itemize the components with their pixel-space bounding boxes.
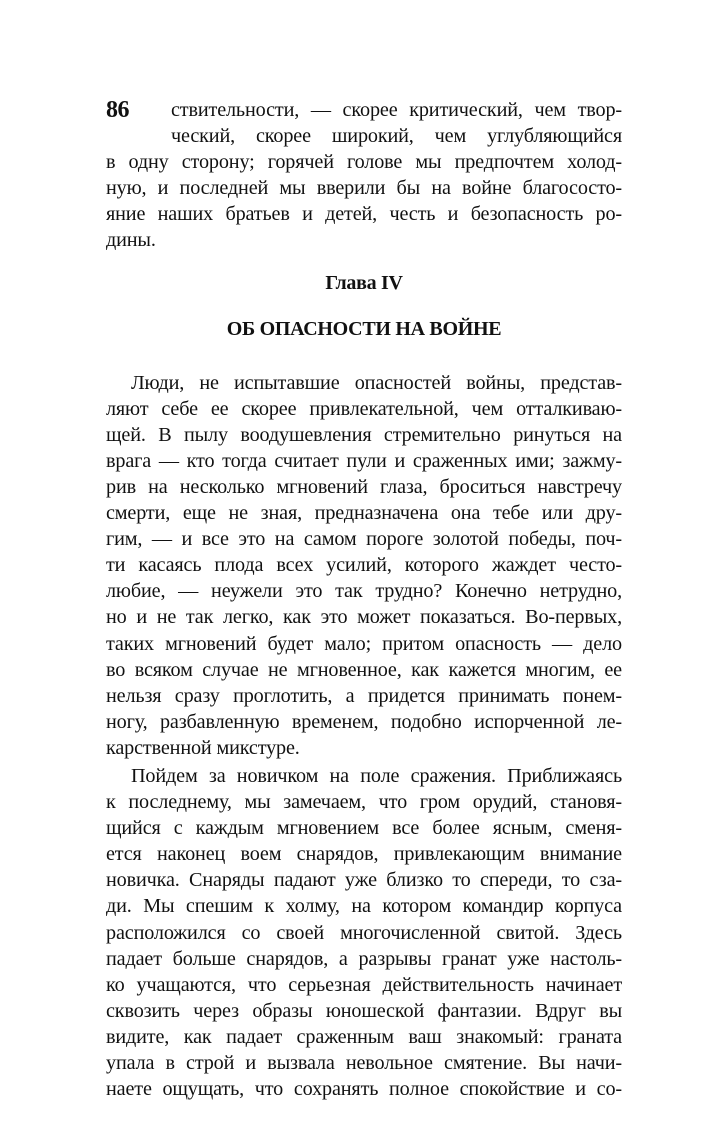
continuation-line-6: дины. xyxy=(106,229,156,252)
text-line: расположился со своей многочисленной свитой. Здесь xyxy=(106,921,622,944)
text-line: ется наконец воем снарядов, привлекающим внимание xyxy=(106,843,622,866)
text-line: видите, как падает сраженным ваш знакомый: граната xyxy=(106,1025,622,1048)
text-line: рив на несколько мгновений глаза, броситься навстречу xyxy=(106,475,622,498)
text-line: но и не так легко, как это может показаться. Во-первых, xyxy=(106,606,622,629)
text-line: любие, — неужели это так трудно? Конечно нетрудно, xyxy=(106,580,622,603)
chapter-number: Глава IV xyxy=(325,271,403,294)
text-line: падает больше снарядов, а разрывы гранат уже настоль- xyxy=(106,947,622,970)
text-line: наете ощущать, что сохранять полное спокойствие и со- xyxy=(106,1078,622,1101)
chapter-title: ОБ ОПАСНОСТИ НА ВОЙНЕ xyxy=(226,317,502,340)
text-line: Пойдем за новичком на поле сражения. Приближаясь xyxy=(131,764,622,787)
text-line xyxy=(106,97,622,123)
text-line: новичка. Снаряды падают уже близко то спереди, то сза- xyxy=(106,869,622,892)
paragraph-2 xyxy=(106,763,622,1102)
text-line: Люди, не испытавшие опасностей войны, представ- xyxy=(131,371,622,394)
text-line: к последнему, мы замечаем, что гром орудий, становя- xyxy=(106,791,622,814)
continuation-line-2: ческий, скорее широкий, чем углубляющийся xyxy=(171,125,622,148)
text-line: щей. В пылу воодушевления стремительно ринуться на xyxy=(106,423,622,446)
continuation-line-4: ную, и последней мы вверили бы на войне благососто- xyxy=(106,177,622,200)
continuation-line-1: ствительности, — скорее критический, чем твор- xyxy=(171,99,622,121)
text-line: карственной микстуре. xyxy=(106,736,300,759)
text-line: щийся с каждым мгновением все более ясным, сменя- xyxy=(106,817,622,840)
text-line: ко учащаются, что серьезная действительность начинает xyxy=(106,973,622,996)
text-line: таких мгновений будет мало; притом опасность — дело xyxy=(106,632,622,655)
text-line: ти касаясь плода всех усилий, которого жаждет често- xyxy=(106,554,622,577)
paragraph-1 xyxy=(106,370,622,761)
continuation-line-3: в одну сторону; горячей голове мы предпочтем холод- xyxy=(106,151,622,174)
text-line: ди. Мы спешим к холму, на котором командир корпуса xyxy=(106,895,622,918)
book-page xyxy=(106,97,622,1102)
text-line: сквозить через образы юношеской фантазии. Вдруг вы xyxy=(106,999,622,1022)
text-line: ногу, разбавленную временем, подобно испорченной ле- xyxy=(106,710,622,733)
text-line: нельзя сразу проглотить, а придется принимать понем- xyxy=(106,684,622,707)
continuation-line-5: яние наших братьев и детей, честь и безопасность ро- xyxy=(106,203,622,226)
text-line: смерти, еще не зная, предназначена она тебе или дру- xyxy=(106,502,622,525)
page-number: 86 xyxy=(106,97,129,123)
text-line: ляют себе ее скорее привлекательной, чем отталкиваю- xyxy=(106,397,622,420)
text-line: врага — кто тогда считает пули и сраженных ими; зажму- xyxy=(106,449,622,472)
text-line: во всяком случае не мгновенное, как кажется многим, ее xyxy=(106,658,622,681)
text-line: гим, — и все это на самом пороге золотой победы, поч- xyxy=(106,528,622,551)
text-line: упала в строй и вызвала невольное смятение. Вы начи- xyxy=(106,1052,622,1074)
